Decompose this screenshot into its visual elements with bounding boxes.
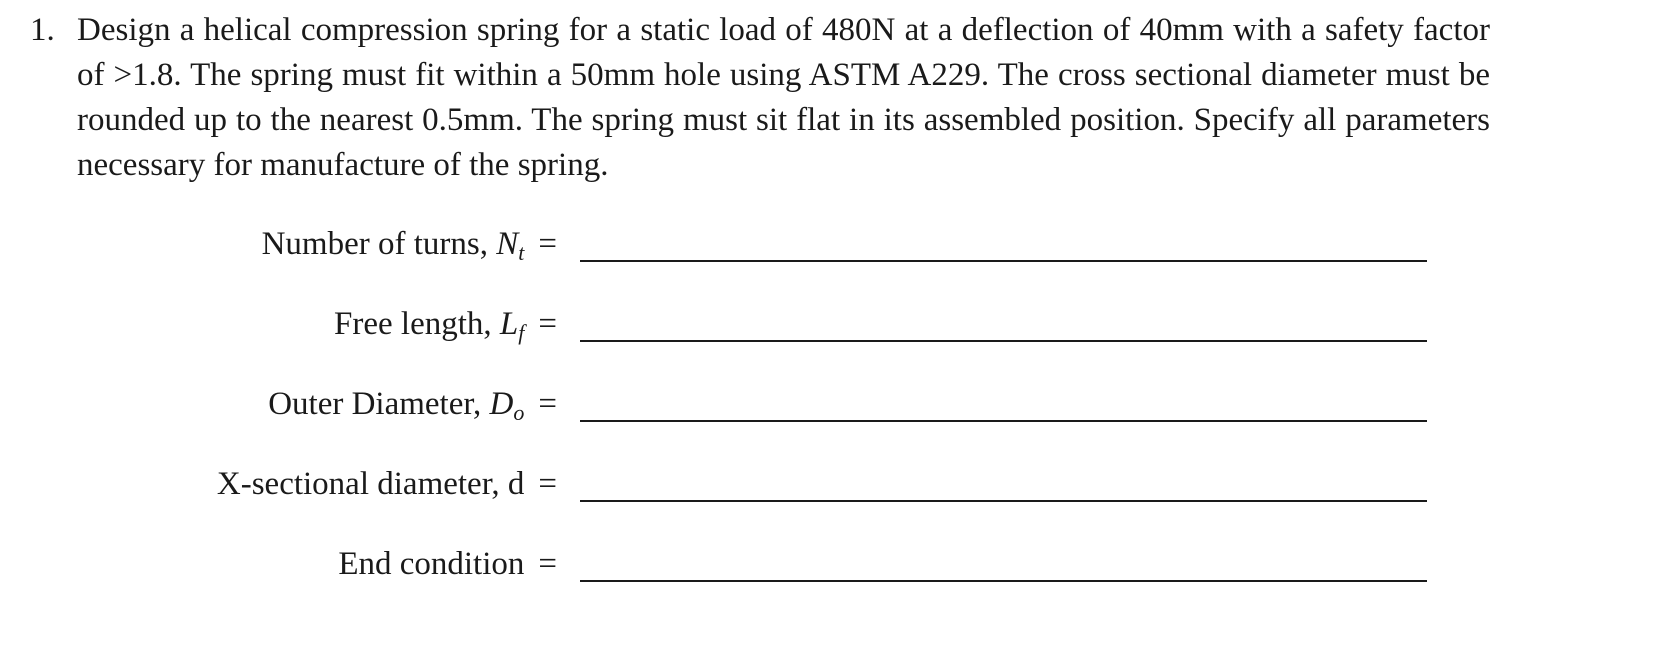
answer-blank-line[interactable] [580,500,1427,502]
answer-blank-line[interactable] [580,420,1427,422]
field-free-length [0,300,1660,348]
field-x-sectional-diameter [0,460,1660,508]
field-label: Free length, $L_f$ = [334,306,557,345]
field-end-condition [0,540,1660,588]
field-outer-diameter [0,380,1660,428]
field-label: X-sectional diameter, d = [216,466,557,502]
field-label: End condition = [338,546,557,582]
answer-blank-line[interactable] [580,260,1427,262]
problem-number: 1. [30,12,55,48]
field-label: Outer Diameter, $D_o$ = [268,386,557,425]
answer-blank-line[interactable] [580,580,1427,582]
field-label: Number of turns, $N_t$ = [261,226,557,265]
problem-text: Design a helical compression spring for a static load of 480N at a deflection of 40mm with a safety factor of >1.8. The spring must fit within a 50mm hole using ASTM A229. The cross sectional diameter must be rounded up to the nearest 0.5mm. The spring must sit flat in its assembled position. Specify all parameters necessary for manufacture of the spring. [77,12,1490,183]
field-number-of-turns [0,220,1660,268]
answer-blank-line[interactable] [580,340,1427,342]
